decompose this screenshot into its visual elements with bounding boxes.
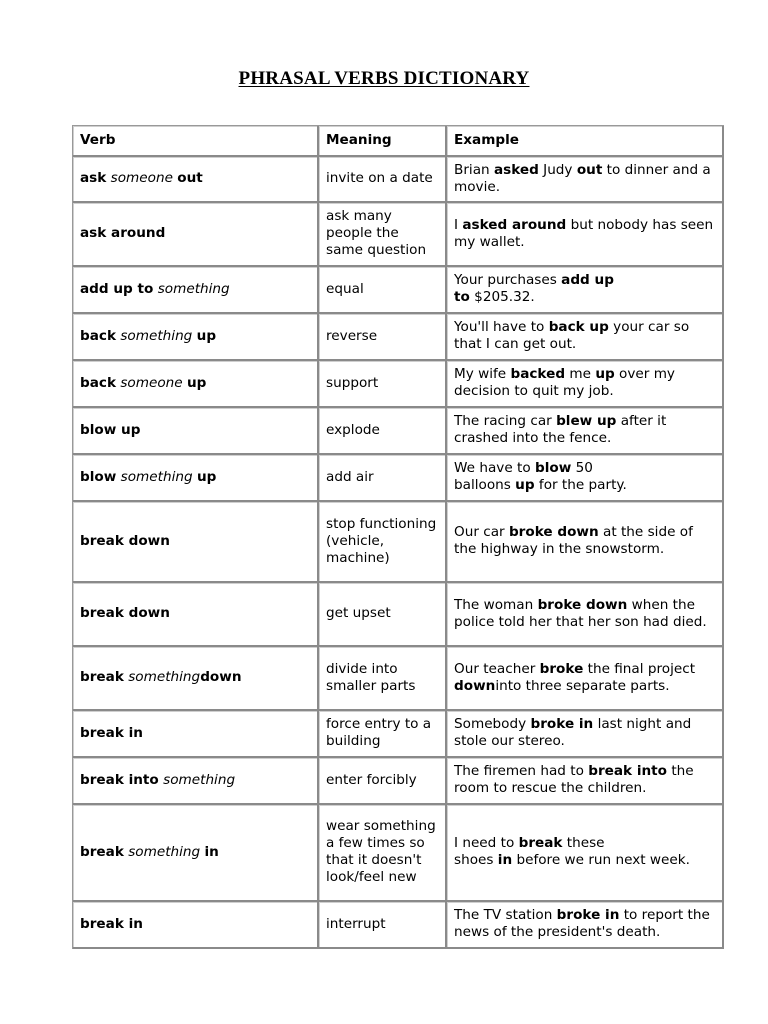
meaning-cell: explode <box>319 408 447 455</box>
table-row <box>73 408 724 455</box>
example-cell: Your purchases add up to $205.32. <box>447 267 724 314</box>
verb-cell: break into something <box>73 758 319 805</box>
meaning-cell: reverse <box>319 314 447 361</box>
meaning-cell: add air <box>319 455 447 502</box>
meaning-cell: enter forcibly <box>319 758 447 805</box>
header-meaning-label: Meaning <box>326 131 392 148</box>
example-cell: Somebody broke in last night and stole our stereo. <box>447 711 724 758</box>
table-row <box>73 203 724 267</box>
verb-cell: ask around <box>73 203 319 267</box>
header-example-label: Example <box>454 131 520 148</box>
table-row <box>73 455 724 502</box>
meaning-cell: interrupt <box>319 902 447 949</box>
header-verb <box>73 126 319 157</box>
verb-cell: break somethingdown <box>73 647 319 711</box>
page-title-text: PHRASAL VERBS DICTIONARY <box>238 68 530 89</box>
example-cell: Brian asked Judy out to dinner and a movie. <box>447 157 724 203</box>
table-row <box>73 647 724 711</box>
phrasal-verbs-table <box>72 125 724 949</box>
verb-cell: back someone up <box>73 361 319 408</box>
table-row <box>73 314 724 361</box>
example-cell: The racing car blew up after it crashed into the fence. <box>447 408 724 455</box>
table-row <box>73 157 724 203</box>
meaning-cell: invite on a date <box>319 157 447 203</box>
example-cell: You'll have to back up your car so that I can get out. <box>447 314 724 361</box>
table-row <box>73 583 724 647</box>
header-verb-label: Verb <box>80 131 116 148</box>
table-row <box>73 267 724 314</box>
example-cell: We have to blow 50 balloons up for the party. <box>447 455 724 502</box>
page-title <box>0 68 768 90</box>
verb-cell: back something up <box>73 314 319 361</box>
meaning-cell: equal <box>319 267 447 314</box>
meaning-cell: stop functioning (vehicle, machine) <box>319 502 447 583</box>
verb-cell: blow up <box>73 408 319 455</box>
example-cell: The firemen had to break into the room to rescue the children. <box>447 758 724 805</box>
table-row <box>73 805 724 902</box>
table-header-row <box>73 126 724 157</box>
example-cell: My wife backed me up over my decision to quit my job. <box>447 361 724 408</box>
table-row <box>73 758 724 805</box>
verb-cell: add up to something <box>73 267 319 314</box>
verb-cell: blow something up <box>73 455 319 502</box>
verb-cell: break in <box>73 711 319 758</box>
table-row <box>73 502 724 583</box>
verb-cell: break in <box>73 902 319 949</box>
verb-cell: ask someone out <box>73 157 319 203</box>
table-row <box>73 902 724 949</box>
table-body <box>73 126 724 949</box>
example-cell: I need to break these shoes in before we run next week. <box>447 805 724 902</box>
meaning-cell: support <box>319 361 447 408</box>
header-example <box>447 126 724 157</box>
example-cell: I asked around but nobody has seen my wallet. <box>447 203 724 267</box>
meaning-cell: force entry to a building <box>319 711 447 758</box>
table-row <box>73 361 724 408</box>
table-row <box>73 711 724 758</box>
meaning-cell: ask many people the same question <box>319 203 447 267</box>
example-cell: The woman broke down when the police told her that her son had died. <box>447 583 724 647</box>
example-cell: Our teacher broke the final project downinto three separate parts. <box>447 647 724 711</box>
verb-cell: break down <box>73 502 319 583</box>
meaning-cell: get upset <box>319 583 447 647</box>
meaning-cell: wear something a few times so that it doesn't look/feel new <box>319 805 447 902</box>
example-cell: The TV station broke in to report the news of the president's death. <box>447 902 724 949</box>
verb-cell: break something in <box>73 805 319 902</box>
example-cell: Our car broke down at the side of the highway in the snowstorm. <box>447 502 724 583</box>
header-meaning <box>319 126 447 157</box>
verb-cell: break down <box>73 583 319 647</box>
meaning-cell: divide into smaller parts <box>319 647 447 711</box>
